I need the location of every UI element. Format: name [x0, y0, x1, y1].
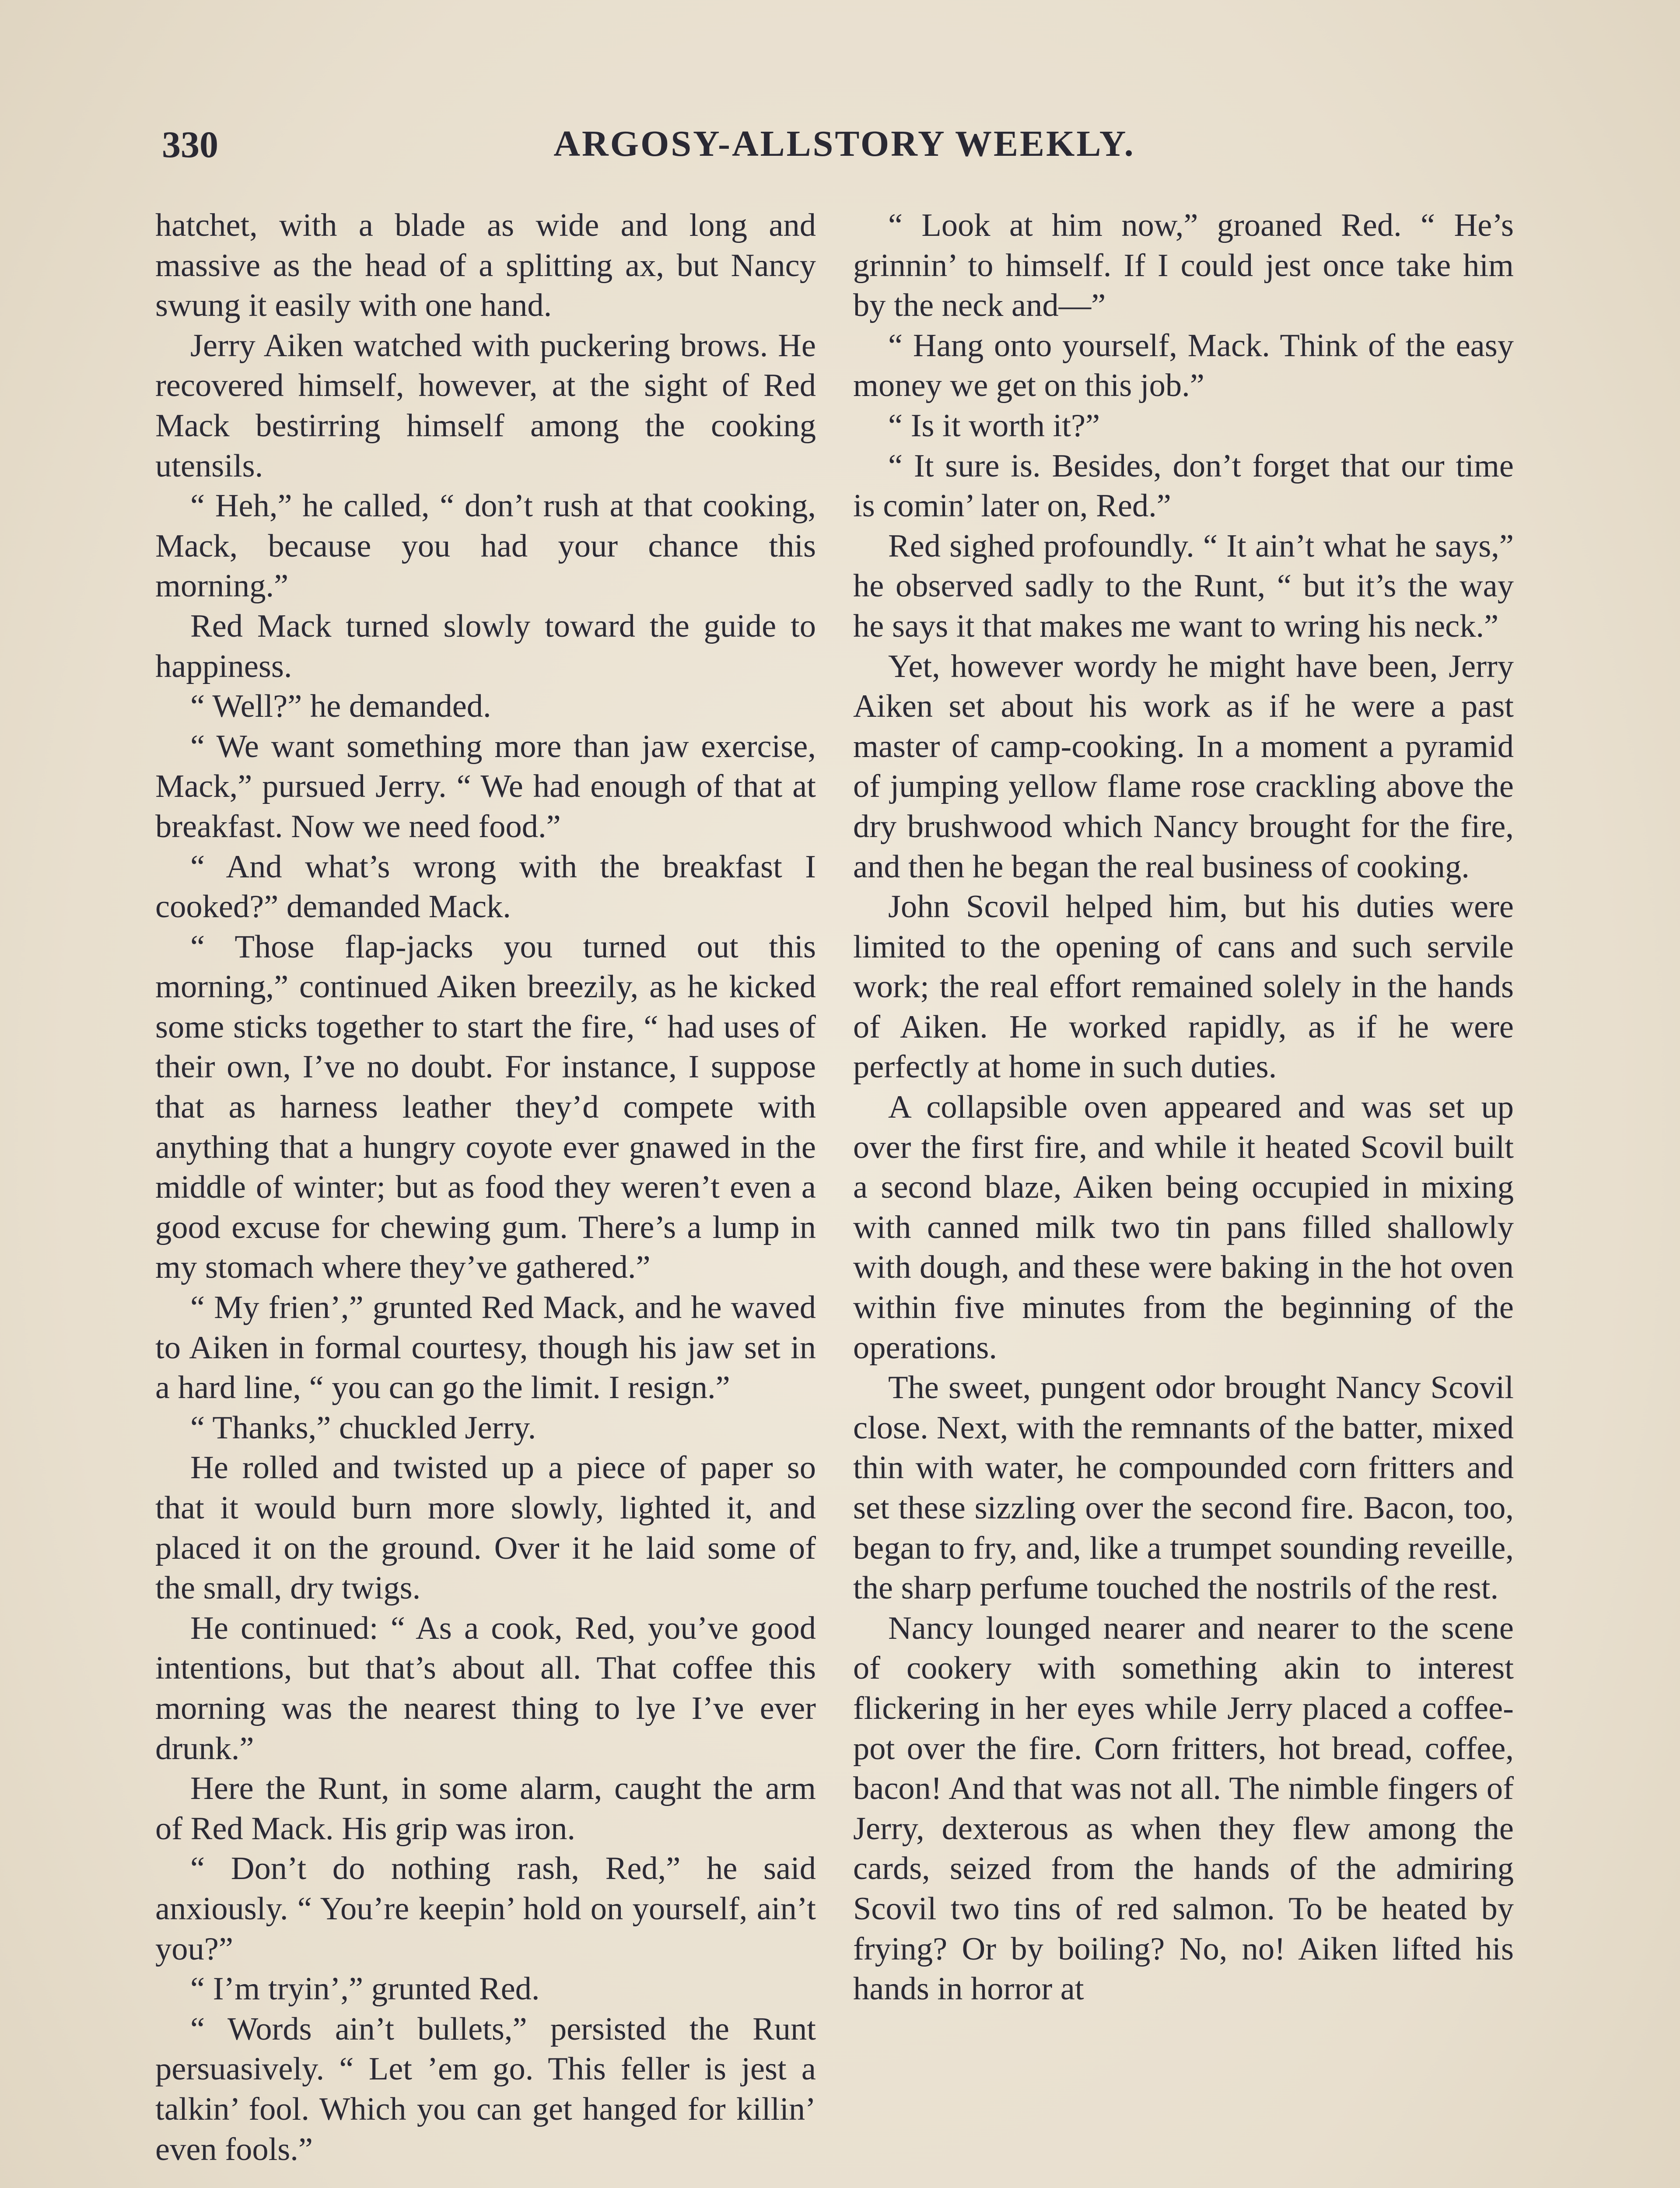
page-header	[162, 123, 1527, 175]
paragraph: He continued: “ As a cook, Red, you’ve good intentions, but that’s about all. That coffee this morning was the nearest thing to lye I’ve ever drunk.”	[155, 1610, 816, 1767]
paragraph: He rolled and twisted up a piece of paper so that it would burn more slowly, lighted it, and placed it on the ground. Over it he laid some of the small, dry twigs.	[155, 1450, 816, 1606]
paragraph: “ Thanks,” chuckled Jerry.	[190, 1410, 536, 1446]
paragraph: Red Mack turned slowly toward the guide to happiness.	[155, 608, 816, 684]
paragraph: Red sighed profoundly. “ It ain’t what he says,” he observed sadly to the Runt, “ but it’s the way he says it that makes me want to wring his neck.”	[853, 528, 1514, 644]
page-number: 330	[162, 123, 218, 165]
paragraph: “ Hang onto yourself, Mack. Think of the easy money we get on this job.”	[853, 327, 1514, 404]
magazine-title: ARGOSY-ALLSTORY WEEKLY.	[553, 123, 1135, 164]
paragraph: “ It sure is. Besides, don’t forget that our time is comin’ later on, Red.”	[853, 448, 1514, 524]
paragraph: The sweet, pungent odor brought Nancy Scovil close. Next, with the remnants of the batter, mixed thin with water, he compounded corn fritters and set these sizzling over the second fire. Bacon, too, began to fry, and, like a trumpet sounding reveille, the sharp perfume touched the nostrils of the rest.	[853, 1370, 1514, 1606]
paragraph: Nancy lounged nearer and nearer to the scene of cookery with something akin to interest flickering in her eyes while Jerry placed a coffee-pot over the fire. Corn fritters, hot bread, coffee, bacon! And that was not all. The nimble fingers of Jerry, dexterous as when they flew among the cards, seized from the hands of the admiring Scovil two tins of red salmon. To be heated by frying? Or by boiling? No, no! Aiken lifted his hands in horror at	[853, 1610, 1514, 2007]
paragraph: “ We want something more than jaw exercise, Mack,” pursued Jerry. “ We had enough of that at breakfast. Now we need food.”	[155, 728, 816, 845]
paragraph: “ Those flap-jacks you turned out this morning,” continued Aiken breezily, as he kicked some sticks together to start the fire, “ had uses of their own, I’ve no doubt. For instance, I suppose that as harness leather they’d compete with anything that a hungry coyote ever gnawed in the middle of winter; but as food they weren’t even a good excuse for chewing gum. There’s a lump in my stomach where they’ve gathered.”	[155, 929, 816, 1286]
paragraph: “ Heh,” he called, “ don’t rush at that cooking, Mack, because you had your chance this morning.”	[155, 488, 816, 604]
paragraph: hatchet, with a blade as wide and long and massive as the head of a splitting ax, but Nancy swung it easily with one hand.	[155, 207, 816, 324]
paragraph: A collapsible oven appeared and was set up over the first fire, and while it heated Scovil built a second blaze, Aiken being occupied in mixing with canned milk two tin pans filled shallowly with dough, and these were baking in the hot oven within five minutes from the beginning of the operations.	[853, 1089, 1514, 1366]
paragraph: “ Look at him now,” groaned Red. “ He’s grinnin’ to himself. If I could jest once take him by the neck and—”	[853, 207, 1514, 324]
paragraph: “ Well?” he demanded.	[190, 688, 491, 725]
right-column	[853, 206, 1514, 2009]
paragraph: “ And what’s wrong with the breakfast I cooked?” demanded Mack.	[155, 849, 816, 925]
paragraph: “ Is it worth it?”	[888, 407, 1100, 444]
paragraph: “ My frien’,” grunted Red Mack, and he waved to Aiken in formal courtesy, though his jaw set in a hard line, “ you can go the limit. I resign.”	[155, 1290, 816, 1406]
paragraph: “ Don’t do nothing rash, Red,” he said anxiously. “ You’re keepin’ hold on yourself, ain’t you?”	[155, 1851, 816, 1967]
paragraph: “ I’m tryin’,” grunted Red.	[190, 1971, 540, 2007]
left-column	[155, 206, 816, 2170]
paragraph: John Scovil helped him, but his duties were limited to the opening of cans and such servile work; the real effort remained solely in the hands of Aiken. He worked rapidly, as if he were perfectly at home in such duties.	[853, 889, 1514, 1085]
paragraph: Yet, however wordy he might have been, Jerry Aiken set about his work as if he were a past master of camp-cooking. In a moment a pyramid of jumping yellow flame rose crackling above the dry brushwood which Nancy brought for the fire, and then he began the real business of cooking.	[853, 648, 1514, 885]
paragraph: Jerry Aiken watched with puckering brows. He recovered himself, however, at the sight of Red Mack bestirring himself among the cooking utensils.	[155, 327, 816, 484]
paragraph: “ Words ain’t bullets,” persisted the Runt persuasively. “ Let ’em go. This feller is jest a talkin’ fool. Which you can get hanged for killin’ even fools.”	[155, 2011, 816, 2167]
paragraph: Here the Runt, in some alarm, caught the arm of Red Mack. His grip was iron.	[155, 1771, 816, 1847]
